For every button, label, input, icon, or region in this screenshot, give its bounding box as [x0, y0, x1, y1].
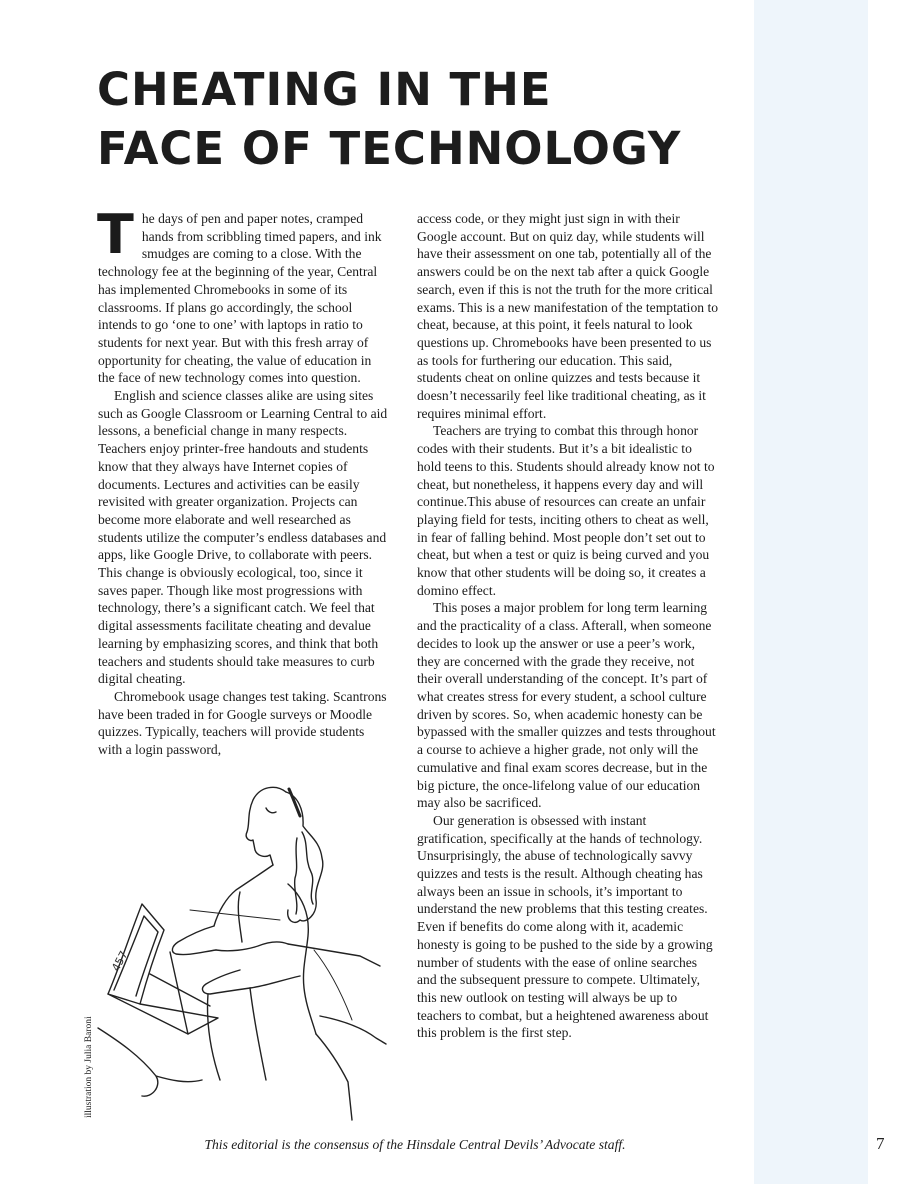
student-at-laptop-sketch-icon: [90, 780, 400, 1125]
side-margin-panel: [754, 0, 914, 1184]
article-paragraph: access code, or they might just sign in with their Google account. But on quiz day, while students will have their assessment on one tab, potentially all of the answers could be on the next tab after a quick Google search, even if this is not the truth for the more critical exams. This is a new manifestation of the temptation to cheat, because, at this point, it feels natural to look questions up. Chromebooks have been presented to us as tools for furthering our education. This said, students cheat on online quizzes and tests because it doesn’t necessarily feel like traditional cheating, as it requires minimal effort.: [417, 211, 719, 421]
article-paragraph: This poses a major problem for long term learning and the practicality of a class. Afterall, when someone decides to look up the answer or use a peer’s work, they are concerned with the grade they receive, not their overall understanding of the concept. It’s part of what creates stress for every student, a school culture driven by scores. So, when academic honesty can be bypassed with the smaller quizzes and tests throughout a course to achieve a higher grade, not only will the cumulative and final exam scores decrease, but in the big picture, the once-lifelong value of our education may also be sacrificed.: [417, 600, 716, 811]
article-paragraph: English and science classes alike are using sites such as Google Classroom or Learning Central to aid lessons, a beneficial change in many respects. Teachers enjoy printer-free handouts and students know that they always have Internet copies of documents. Lectures and activities can be easily revisited with greater organization. Projects can become more elaborate and well researched as students utilize the computer’s endless databases and apps, like Google Drive, to collaborate with peers. This change is obviously ecological, too, since it saves paper. Though like most progressions with technology, there’s a significant catch. We feel that digital assessments facilitate cheating and devalue learning by emphasizing scores, and think that both teachers and students should take measures to curb digital cheating.: [98, 388, 388, 687]
headline-line-2: FACE OF TECHNOLOGY: [97, 122, 682, 175]
article-column-left: [97, 203, 388, 759]
drop-cap: T: [97, 203, 134, 266]
page-number: 7: [876, 1134, 885, 1153]
article-paragraph: [97, 203, 388, 387]
headline-line-1: CHEATING IN THE: [97, 63, 552, 116]
paragraph-text: he days of pen and paper notes, cramped hands from scribbling timed papers, and ink smudges are coming to a close. With the technology fee at the beginning of the year, Central has implemented Chromebooks in some of its classrooms. If plans go accordingly, the school intends to go ‘one to one’ with laptops in ratio to students for next year. But with this fresh array of opportunity for cheating, the value of education in the face of new technology comes into question.: [98, 211, 382, 386]
article-paragraph: Chromebook usage changes test taking. Scantrons have been traded in for Google surveys or Moodle quizzes. Typically, teachers will provide students with a login password,: [98, 688, 387, 758]
article-column-right: [417, 210, 719, 1042]
editorial-footnote: This editorial is the consensus of the Hinsdale Central Devils’ Advocate staff.: [204, 1137, 626, 1152]
article-paragraph: Our generation is obsessed with instant gratification, specifically at the hands of technology. Unsurprisingly, the abuse of technologically savvy quizzes and tests is the result. Although cheating has always been an issue in schools, it’s important to understand the new problems that this testing creates. Even if benefits do come along with it, academic honesty is going to be pushed to the side by a growing number of students with the ease of online searches and the subsequent pressure to compete. Ultimately, this new outlook on testing will always be up to teachers to combat, but a heightened awareness about this problem is the first step.: [417, 812, 713, 1041]
laptop-screen-text: 457: [109, 948, 131, 974]
illustration-credit: illustration by Julia Baroni: [84, 1016, 94, 1118]
article-paragraph: Teachers are trying to combat this through honor codes with their students. But it’s a bit idealistic to hold teens to this. Students should already know not to cheat, but nonetheless, it happens every day and will continue.This abuse of resources can create an unfair playing field for tests, inciting others to cheat as well, in fear of falling behind. Most people don’t set out to cheat, but when a test or quiz is being curved and you know that other students will be doing so, it creates a domino effect.: [417, 423, 715, 598]
headline: [97, 60, 737, 178]
